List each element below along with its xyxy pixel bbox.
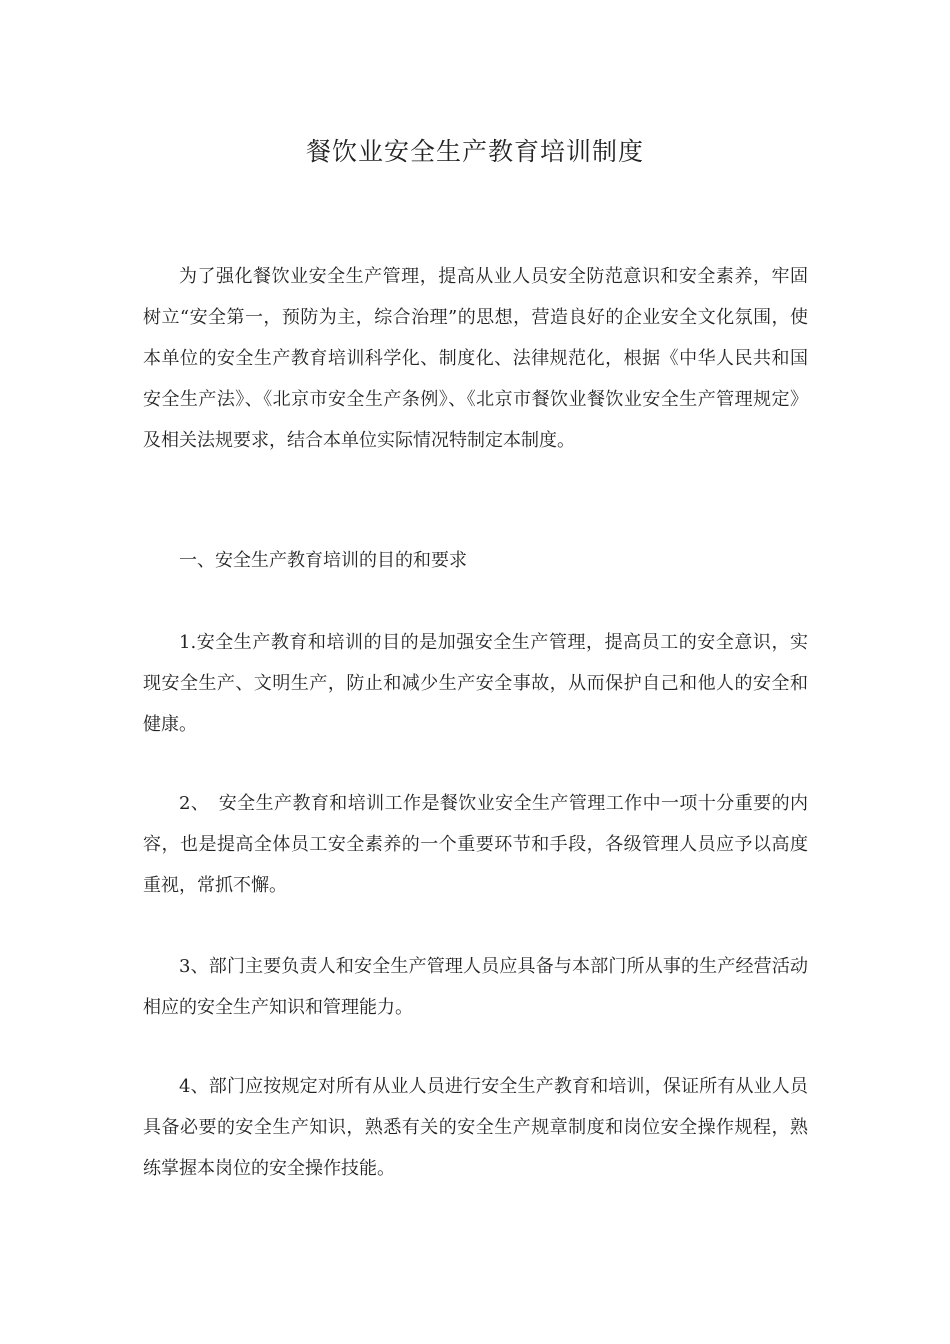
list-item: 2、 安全生产教育和培训工作是餐饮业安全生产管理工作中一项十分重要的内容，也是提高全体员工安全素养的一个重要环节和手段，各级管理人员应予以高度重视，常抓不懈。 — [143, 793, 808, 896]
intro-paragraph: 为了强化餐饮业安全生产管理，提高从业人员安全防范意识和安全素养，牢固树立“安全第一，预防为主，综合治理”的思想，营造良好的企业安全文化氛围，使本单位的安全生产教育培训科学化、制度化、法律规范化，根据《中华人民共和国安全生产法》、《北京市安全生产条例》、《北京市餐饮业餐饮业安全生产管理规定》及相关法规要求，结合本单位实际情况特制定本制度。 — [143, 266, 808, 451]
list-item: 3、部门主要负责人和安全生产管理人员应具备与本部门所从事的生产经营活动相应的安全生产知识和管理能力。 — [143, 956, 808, 1018]
section-heading: 一、安全生产教育培训的目的和要求 — [179, 550, 467, 571]
list-item: 4、部门应按规定对所有从业人员进行安全生产教育和培训，保证所有从业人员具备必要的安全生产知识，熟悉有关的安全生产规章制度和岗位安全操作规程，熟练掌握本岗位的安全操作技能。 — [143, 1076, 808, 1179]
list-item: 1.安全生产教育和培训的目的是加强安全生产管理，提高员工的安全意识，实现安全生产、文明生产，防止和减少生产安全事故，从而保护自己和他人的安全和健康。 — [143, 632, 808, 735]
document-title: 餐饮业安全生产教育培训制度 — [305, 137, 644, 166]
